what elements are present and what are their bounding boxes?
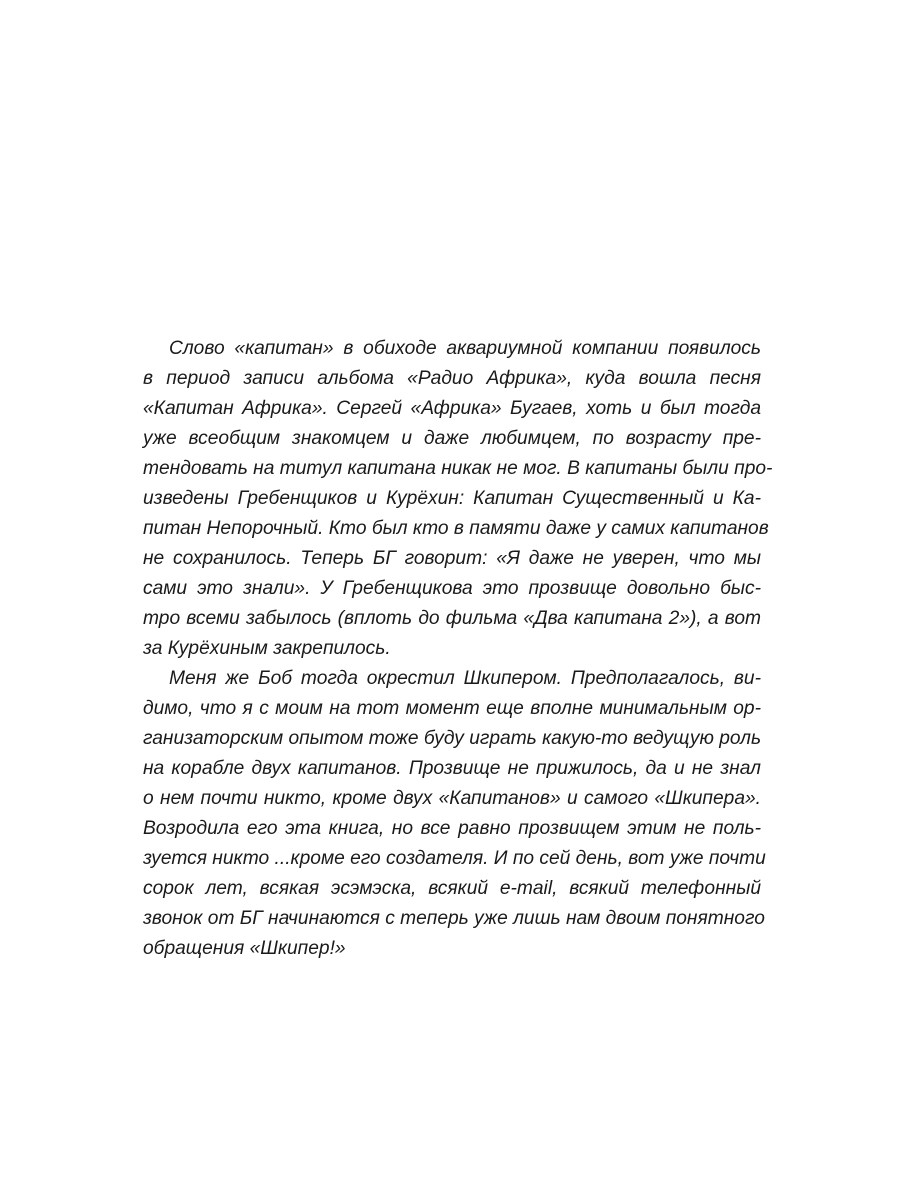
text-line: сами это знали». У Гребенщикова это прозвище довольно быс- — [143, 578, 761, 599]
text-line: тро всеми забылось (вплоть до фильма «Два капитана 2»), а вот — [143, 608, 761, 629]
text-line: сорок лет, всякая эсэмэска, всякий e-mail, всякий телефонный — [143, 878, 761, 899]
text-line: уже всеобщим знакомцем и даже любимцем, по возрасту пре- — [143, 428, 761, 449]
text-line: Меня же Боб тогда окрестил Шкипером. Предполагалось, ви- — [169, 668, 761, 689]
text-line: о нем почти никто, кроме двух «Капитанов» и самого «Шкипера». — [143, 788, 761, 809]
text-line: Слово «капитан» в обиходе аквариумной компании появилось — [169, 338, 761, 359]
text-line: «Капитан Африка». Сергей «Африка» Бугаев, хоть и был тогда — [143, 398, 761, 419]
text-line: димо, что я с моим на тот момент еще вполне минимальным ор- — [143, 698, 761, 719]
text-line: на корабле двух капитанов. Прозвище не прижилось, да и не знал — [143, 758, 761, 779]
body-text — [143, 334, 773, 964]
text-line: Возродила его эта книга, но все равно прозвищем этим не поль- — [143, 818, 761, 839]
text-line: питан Непорочный. Кто был кто в памяти даже у самих капитанов — [143, 518, 769, 539]
text-line: зуется никто ...кроме его создателя. И по сей день, вот уже почти — [143, 848, 766, 869]
text-line: в период записи альбома «Радио Африка», куда вошла песня — [143, 368, 761, 389]
text-line: за Курёхиным закрепилось. — [143, 638, 391, 659]
text-line: звонок от БГ начинаются с теперь уже лишь нам двоим понятного — [143, 908, 765, 929]
text-line: изведены Гребенщиков и Курёхин: Капитан Существенный и Ка- — [143, 488, 761, 509]
text-line: тендовать на титул капитана никак не мог. В капитаны были про- — [143, 458, 773, 479]
paragraph-captain — [143, 334, 773, 664]
text-line: обращения «Шкипер!» — [143, 938, 346, 959]
paragraph-skipper — [143, 664, 766, 964]
text-line: не сохранилось. Теперь БГ говорит: «Я даже не уверен, что мы — [143, 548, 761, 569]
text-line: ганизаторским опытом тоже буду играть какую-то ведущую роль — [143, 728, 762, 749]
